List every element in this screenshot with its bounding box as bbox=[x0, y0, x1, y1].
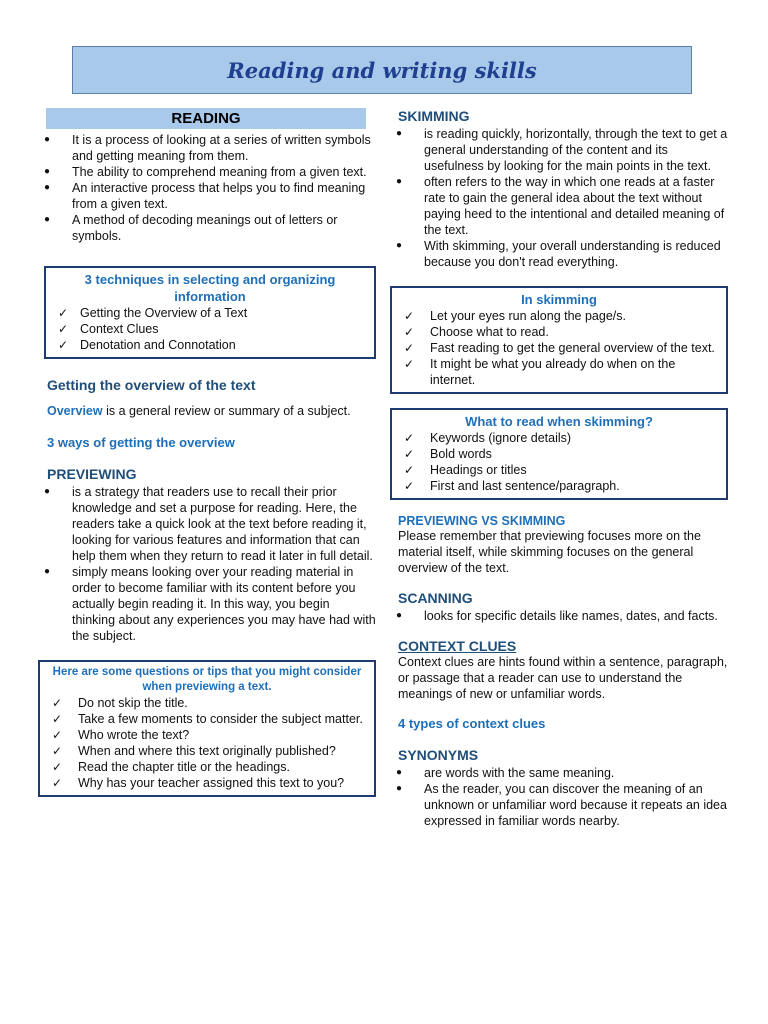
what-to-read-title: What to read when skimming? bbox=[465, 414, 653, 429]
list-item: ● is a strategy that readers use to recall their prior knowledge and set a purpose for reading. Here, the readers take a quick look at the text before reading it, looking for various features and information that can help them when they return to read it later in full detail. bbox=[38, 484, 376, 564]
list-item: ✓ Take a few moments to consider the subject matter. bbox=[44, 711, 370, 727]
synonyms-heading: SYNONYMS bbox=[398, 747, 479, 763]
list-item: ● As the reader, you can discover the meaning of an unknown or unfamiliar word because it repeats an idea expressed in familiar words nearby. bbox=[390, 781, 730, 829]
prev-vs-skim-heading: PREVIEWING VS SKIMMING bbox=[398, 514, 566, 528]
skimming-heading: SKIMMING bbox=[398, 108, 470, 124]
right-column bbox=[390, 108, 730, 829]
in-skimming-title: In skimming bbox=[521, 292, 597, 307]
list-item: ✓ Who wrote the text? bbox=[44, 727, 370, 743]
list-item: ✓ Choose what to read. bbox=[396, 324, 722, 340]
list-item: ✓ Keywords (ignore details) bbox=[396, 430, 722, 446]
what-to-read-list bbox=[396, 430, 722, 494]
context-clues-heading: CONTEXT CLUES bbox=[398, 638, 517, 654]
previewing-heading: PREVIEWING bbox=[47, 466, 137, 482]
overview-text: is a general review or summary of a subject. bbox=[102, 404, 351, 418]
list-item: ✓ Headings or titles bbox=[396, 462, 722, 478]
techniques-list bbox=[50, 305, 370, 353]
techniques-box bbox=[44, 266, 376, 359]
overview-heading: Getting the overview of the text bbox=[47, 377, 256, 393]
context-types-heading: 4 types of context clues bbox=[398, 716, 546, 731]
list-item: ✓ Denotation and Connotation bbox=[50, 337, 370, 353]
list-item: ● With skimming, your overall understanding is reduced because you don't read everything. bbox=[390, 238, 730, 270]
tips-list bbox=[44, 695, 370, 791]
synonyms-list bbox=[390, 765, 730, 829]
list-item: ✓ Read the chapter title or the headings. bbox=[44, 759, 370, 775]
overview-term: Overview bbox=[47, 404, 103, 418]
title-banner bbox=[72, 46, 692, 94]
overview-definition bbox=[47, 403, 376, 419]
list-item: ✓ Bold words bbox=[396, 446, 722, 462]
list-item: ● An interactive process that helps you to find meaning from a given text. bbox=[38, 180, 376, 212]
list-item: ● It is a process of looking at a series of written symbols and getting meaning from them. bbox=[38, 132, 376, 164]
list-item: ✓ Context Clues bbox=[50, 321, 370, 337]
list-item: ✓ Why has your teacher assigned this text to you? bbox=[44, 775, 370, 791]
list-item: ✓ Do not skip the title. bbox=[44, 695, 370, 711]
list-item: ✓ When and where this text originally published? bbox=[44, 743, 370, 759]
in-skimming-box bbox=[390, 286, 728, 394]
left-column bbox=[38, 108, 376, 797]
techniques-title: 3 techniques in selecting and organizing information bbox=[84, 272, 336, 304]
list-item: ● simply means looking over your reading material in order to become familiar with its content before you actually begin reading it. In this way, you begin thinking about any experiences you may have had with the subject. bbox=[38, 564, 376, 644]
list-item: ● looks for specific details like names, dates, and facts. bbox=[390, 608, 730, 624]
what-to-read-box bbox=[390, 408, 728, 500]
reading-heading: READING bbox=[46, 108, 366, 129]
list-item: ✓ Fast reading to get the general overview of the text. bbox=[396, 340, 722, 356]
list-item: ● often refers to the way in which one reads at a faster rate to gain the general idea about the text without paying heed to the intentional and detailed meaning of the text. bbox=[390, 174, 730, 238]
in-skimming-list bbox=[396, 308, 722, 388]
list-item: ● are words with the same meaning. bbox=[390, 765, 730, 781]
ways-heading: 3 ways of getting the overview bbox=[47, 435, 235, 450]
page-title: Reading and writing skills bbox=[227, 57, 537, 83]
tips-title: Here are some questions or tips that you might consider when previewing a text. bbox=[52, 666, 362, 693]
scanning-heading: SCANNING bbox=[398, 590, 473, 606]
context-clues-text: Context clues are hints found within a sentence, paragraph, or passage that a reader can use to understand the meanings of new or unfamiliar words. bbox=[398, 655, 728, 701]
skimming-list bbox=[390, 126, 730, 270]
list-item: ● A method of decoding meanings out of letters or symbols. bbox=[38, 212, 376, 244]
previewing-list bbox=[38, 484, 376, 644]
tips-box bbox=[38, 660, 376, 797]
scanning-list bbox=[390, 608, 730, 624]
list-item: ✓ Let your eyes run along the page/s. bbox=[396, 308, 722, 324]
list-item: ✓ Getting the Overview of a Text bbox=[50, 305, 370, 321]
list-item: ✓ First and last sentence/paragraph. bbox=[396, 478, 722, 494]
list-item: ● The ability to comprehend meaning from a given text. bbox=[38, 164, 376, 180]
prev-vs-skim-text: Please remember that previewing focuses more on the material itself, while skimming focuses on the general overview of the text. bbox=[398, 529, 701, 575]
reading-list bbox=[38, 132, 376, 244]
list-item: ● is reading quickly, horizontally, through the text to get a general understanding of the content and its usefulness by looking for the main points in the text. bbox=[390, 126, 730, 174]
list-item: ✓ It might be what you already do when on the internet. bbox=[396, 356, 722, 388]
